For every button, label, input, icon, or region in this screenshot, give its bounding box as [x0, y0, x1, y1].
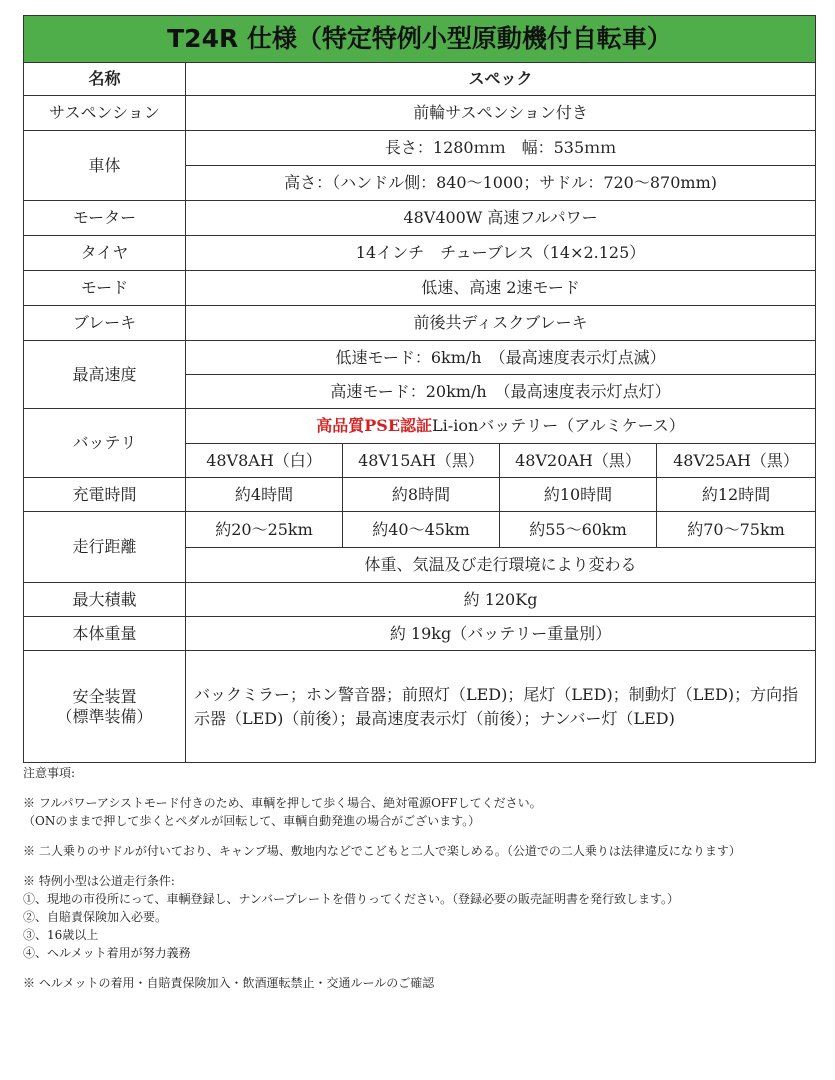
safety-label-sub: （標準装備） [56, 706, 153, 726]
mode-label: モード [24, 271, 186, 306]
brake-label: ブレーキ [24, 306, 186, 341]
safety-label-main: 安全装置 [72, 687, 137, 707]
max-load-value: 約 120Kg [186, 583, 816, 617]
spec-title: T24R 仕様（特定特例小型原動機付自転車） [24, 16, 816, 63]
battery-option: 48V15AH（黒） [343, 444, 500, 478]
motor-label: モーター [24, 201, 186, 236]
body-height: 高さ：（ハンドル側：840～1000；サドル：720～870mm) [186, 166, 816, 201]
range-value: 約20～25km [186, 512, 343, 548]
note-rules: ※ ヘルメットの着用・自賠責保険加入・飲酒運転禁止・交通ルールのご確認 [23, 976, 435, 990]
battery-type [186, 409, 816, 444]
charge-time-value: 約8時間 [343, 478, 500, 512]
range-value: 約70～75km [657, 512, 816, 548]
charge-time-value: 約4時間 [186, 478, 343, 512]
safety-value: バックミラー；ホン警音器；前照灯（LED)；尾灯（LED)；制動灯（LED)；方向指示器（LED)（前後）；最高速度表示灯（前後）；ナンバー灯（LED) [186, 651, 816, 763]
battery-type-text: Li-ionバッテリー（アルミケース） [432, 416, 685, 436]
note-push-warning: ※ フルパワーアシストモード付きのため、車輌を押して歩く場合、絶対電源OFFしてください。 [23, 796, 542, 810]
note-push-warning-detail: （ONのままで押して歩くとペダルが回転して、車輌自動発進の場合がございます。） [23, 814, 481, 828]
max-speed-label: 最高速度 [24, 341, 186, 409]
range-value: 約40～45km [343, 512, 500, 548]
battery-label: バッテリ [24, 409, 186, 478]
motor-value: 48V400W 高速フルパワー [186, 201, 816, 236]
body-size: 長さ：1280ｍｍ 幅：535ｍｍ [186, 131, 816, 166]
header-name: 名称 [24, 63, 186, 96]
header-spec: スペック [186, 63, 816, 96]
mode-value: 低速、高速 2速モード [186, 271, 816, 306]
charge-time-label: 充電時間 [24, 478, 186, 512]
brake-value: 前後共ディスクブレーキ [186, 306, 816, 341]
notes-section [23, 764, 823, 992]
note-condition-4: ④、ヘルメット着用が努力義務 [23, 946, 191, 960]
note-condition-1: ①、現地の市役所にって、車輌登録し、ナンバープレートを借りってください。（登録必要の販売証明書を発行致します。） [23, 892, 680, 906]
max-load-label: 最大積載 [24, 583, 186, 617]
spec-table [23, 15, 816, 763]
max-speed-low: 低速モード：6km/h （最高速度表示灯点滅） [186, 341, 816, 375]
safety-label [24, 651, 186, 763]
tire-label: タイヤ [24, 236, 186, 271]
note-condition-2: ②、自賠責保険加入必要。 [23, 910, 168, 924]
range-note: 体重、気温及び走行環境により変わる [186, 548, 816, 583]
tire-value: 14インチ チューブレス（14×2.125） [186, 236, 816, 271]
note-road-conditions: ※ 特例小型は公道走行条件: [23, 874, 175, 888]
battery-option: 48V25AH（黒） [657, 444, 816, 478]
max-speed-high: 高速モード：20km/h （最高速度表示灯点灯） [186, 375, 816, 409]
weight-label: 本体重量 [24, 617, 186, 651]
suspension-value: 前輪サスペンション付き [186, 96, 816, 131]
suspension-label: サスペンション [24, 96, 186, 131]
weight-value: 約 19kg（バッテリー重量別） [186, 617, 816, 651]
battery-option: 48V8AH（白） [186, 444, 343, 478]
battery-option: 48V20AH（黒） [500, 444, 657, 478]
range-value: 約55～60km [500, 512, 657, 548]
battery-quality: 高品質PSE認証 [316, 416, 433, 436]
body-label: 車体 [24, 131, 186, 201]
charge-time-value: 約10時間 [500, 478, 657, 512]
note-two-riders: ※ 二人乗りのサドルが付いており、キャンプ場、敷地内などでこどもと二人で楽しめる。（公道での二人乗りは法律違反になります） [23, 844, 741, 858]
note-condition-3: ③、16歳以上 [23, 928, 99, 942]
charge-time-value: 約12時間 [657, 478, 816, 512]
notes-heading: 注意事項: [23, 766, 76, 780]
range-label: 走行距離 [24, 512, 186, 583]
